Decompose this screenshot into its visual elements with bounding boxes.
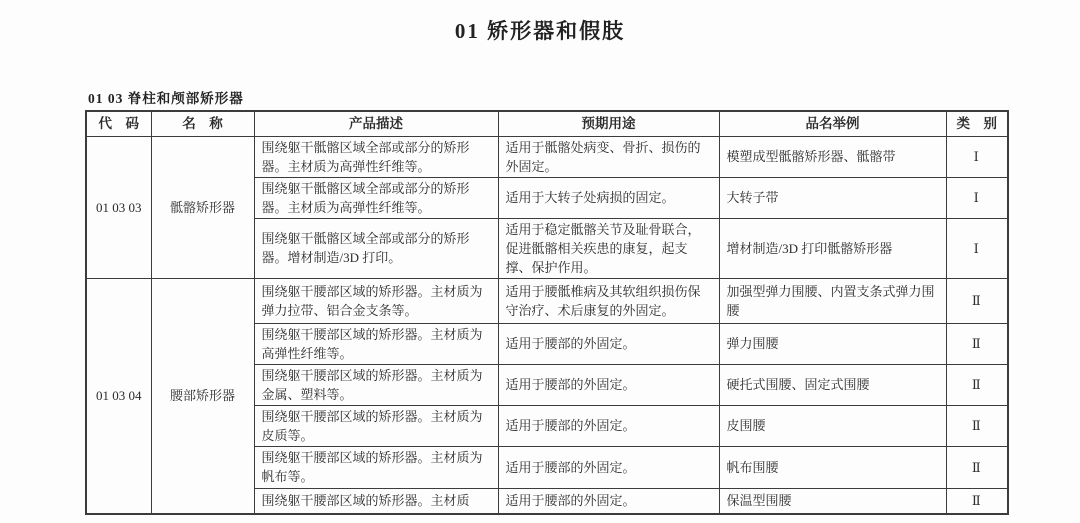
classification-table xyxy=(85,110,1009,515)
desc-cell: 围绕躯干腰部区域的矫形器。主材质为金属、塑料等。 xyxy=(254,364,498,405)
desc-cell: 围绕躯干骶髂区域全部或部分的矫形器。主材质为高弹性纤维等。 xyxy=(254,136,498,177)
examples-cell: 保温型围腰 xyxy=(719,488,946,514)
desc-cell: 围绕躯干腰部区域的矫形器。主材质 xyxy=(254,488,498,514)
code-cell: 01 03 03 xyxy=(86,136,151,278)
use-cell: 适用于稳定骶髂关节及耻骨联合，促进骶髂相关疾患的康复，起支撑、保护作用。 xyxy=(498,218,719,278)
header-category: 类 别 xyxy=(946,111,1008,136)
use-cell: 适用于腰部的外固定。 xyxy=(498,446,719,488)
category-cell: Ⅰ xyxy=(946,218,1008,278)
category-cell: Ⅱ xyxy=(946,278,1008,323)
header-code: 代 码 xyxy=(86,111,151,136)
desc-cell: 围绕躯干腰部区域的矫形器。主材质为弹力拉带、铝合金支条等。 xyxy=(254,278,498,323)
page-title: 01 矫形器和假肢 xyxy=(454,19,626,43)
use-cell: 适用于骶髂处病变、骨折、损伤的外固定。 xyxy=(498,136,719,177)
table-row xyxy=(86,136,1008,177)
category-cell: Ⅱ xyxy=(946,323,1008,364)
category-cell: Ⅱ xyxy=(946,446,1008,488)
category-cell: Ⅱ xyxy=(946,364,1008,405)
header-description: 产品描述 xyxy=(254,111,498,136)
examples-cell: 硬托式围腰、固定式围腰 xyxy=(719,364,946,405)
code-cell: 01 03 04 xyxy=(86,278,151,514)
category-cell: Ⅱ xyxy=(946,488,1008,514)
desc-cell: 围绕躯干腰部区域的矫形器。主材质为皮质等。 xyxy=(254,405,498,446)
name-cell: 腰部矫形器 xyxy=(151,278,254,514)
section-heading: 01 03 脊柱和颅部矫形器 xyxy=(88,91,244,106)
header-examples: 品名举例 xyxy=(719,111,946,136)
category-cell: Ⅰ xyxy=(946,177,1008,218)
desc-cell: 围绕躯干骶髂区域全部或部分的矫形器。增材制造/3D 打印。 xyxy=(254,218,498,278)
use-cell: 适用于腰骶椎病及其软组织损伤保守治疗、术后康复的外固定。 xyxy=(498,278,719,323)
use-cell: 适用于腰部的外固定。 xyxy=(498,488,719,514)
examples-cell: 模塑成型骶髂矫形器、骶髂带 xyxy=(719,136,946,177)
examples-cell: 弹力围腰 xyxy=(719,323,946,364)
desc-cell: 围绕躯干骶髂区域全部或部分的矫形器。主材质为高弹性纤维等。 xyxy=(254,177,498,218)
category-cell: Ⅱ xyxy=(946,405,1008,446)
name-cell: 骶髂矫形器 xyxy=(151,136,254,278)
header-name: 名 称 xyxy=(151,111,254,136)
examples-cell: 加强型弹力围腰、内置支条式弹力围腰 xyxy=(719,278,946,323)
desc-cell: 围绕躯干腰部区域的矫形器。主材质为高弹性纤维等。 xyxy=(254,323,498,364)
examples-cell: 增材制造/3D 打印骶髂矫形器 xyxy=(719,218,946,278)
use-cell: 适用于腰部的外固定。 xyxy=(498,364,719,405)
examples-cell: 大转子带 xyxy=(719,177,946,218)
table-header-row xyxy=(86,111,1008,136)
examples-cell: 皮围腰 xyxy=(719,405,946,446)
examples-cell: 帆布围腰 xyxy=(719,446,946,488)
use-cell: 适用于腰部的外固定。 xyxy=(498,405,719,446)
header-intended-use: 预期用途 xyxy=(498,111,719,136)
use-cell: 适用于腰部的外固定。 xyxy=(498,323,719,364)
use-cell: 适用于大转子处病损的固定。 xyxy=(498,177,719,218)
table-row xyxy=(86,278,1008,323)
desc-cell: 围绕躯干腰部区域的矫形器。主材质为帆布等。 xyxy=(254,446,498,488)
category-cell: Ⅰ xyxy=(946,136,1008,177)
